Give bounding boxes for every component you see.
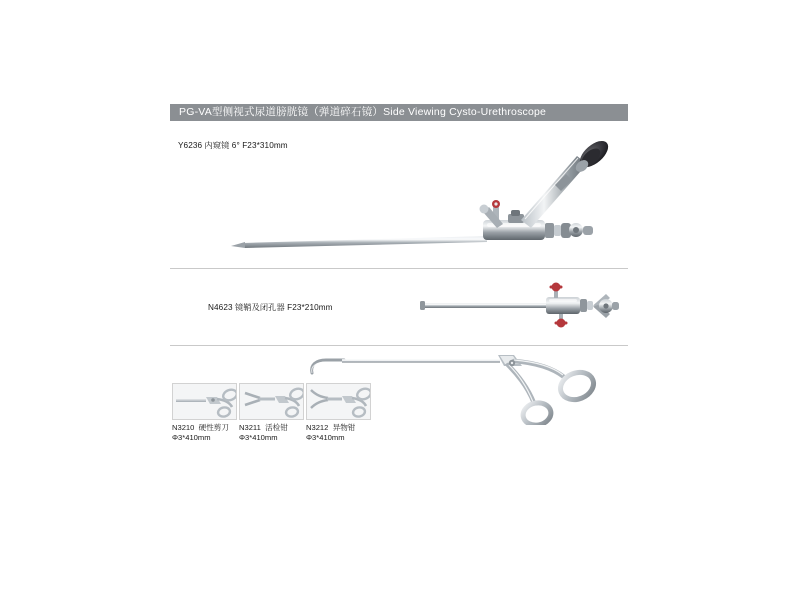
section-title-bar	[170, 104, 628, 121]
section-divider-2	[170, 345, 628, 346]
thumb-1-spec: Φ3*410mm	[172, 433, 211, 442]
thumb-1-name: 硬性剪刀	[198, 423, 229, 432]
rigid-scissors-thumbnail	[172, 383, 237, 420]
thumb-3-code: N3212	[306, 423, 329, 432]
thumb-2-spec: Φ3*410mm	[239, 433, 278, 442]
thumbnail-caption-1	[172, 423, 229, 443]
thumb-3-spec: Φ3*410mm	[306, 433, 345, 442]
biopsy-forceps-thumbnail	[239, 383, 304, 420]
thumb-1-code: N3210	[172, 423, 195, 432]
thumb-3-name: 异物钳	[332, 423, 356, 432]
telescope-caption: Y6236 内窥镜 6° F23*310mm	[178, 141, 288, 150]
page-title: PG-VA型侧视式尿道膀胱镜（弹道碎石镜）Side Viewing Cysto-Urethroscope	[179, 106, 547, 118]
thumb-2-name: 活检钳	[265, 423, 288, 432]
foreign-body-forceps-thumbnail	[306, 383, 371, 420]
thumb-2-code: N3211	[239, 423, 261, 432]
thumbnail-caption-3	[306, 423, 355, 443]
thumbnail-caption-2	[239, 423, 288, 443]
sheath-caption: N4623 镜鞘及闭孔器 F23*210mm	[208, 303, 333, 312]
side-viewing-telescope-illustration	[225, 140, 620, 260]
sheath-and-obturator-illustration	[420, 282, 620, 330]
section-divider-1	[170, 268, 628, 269]
